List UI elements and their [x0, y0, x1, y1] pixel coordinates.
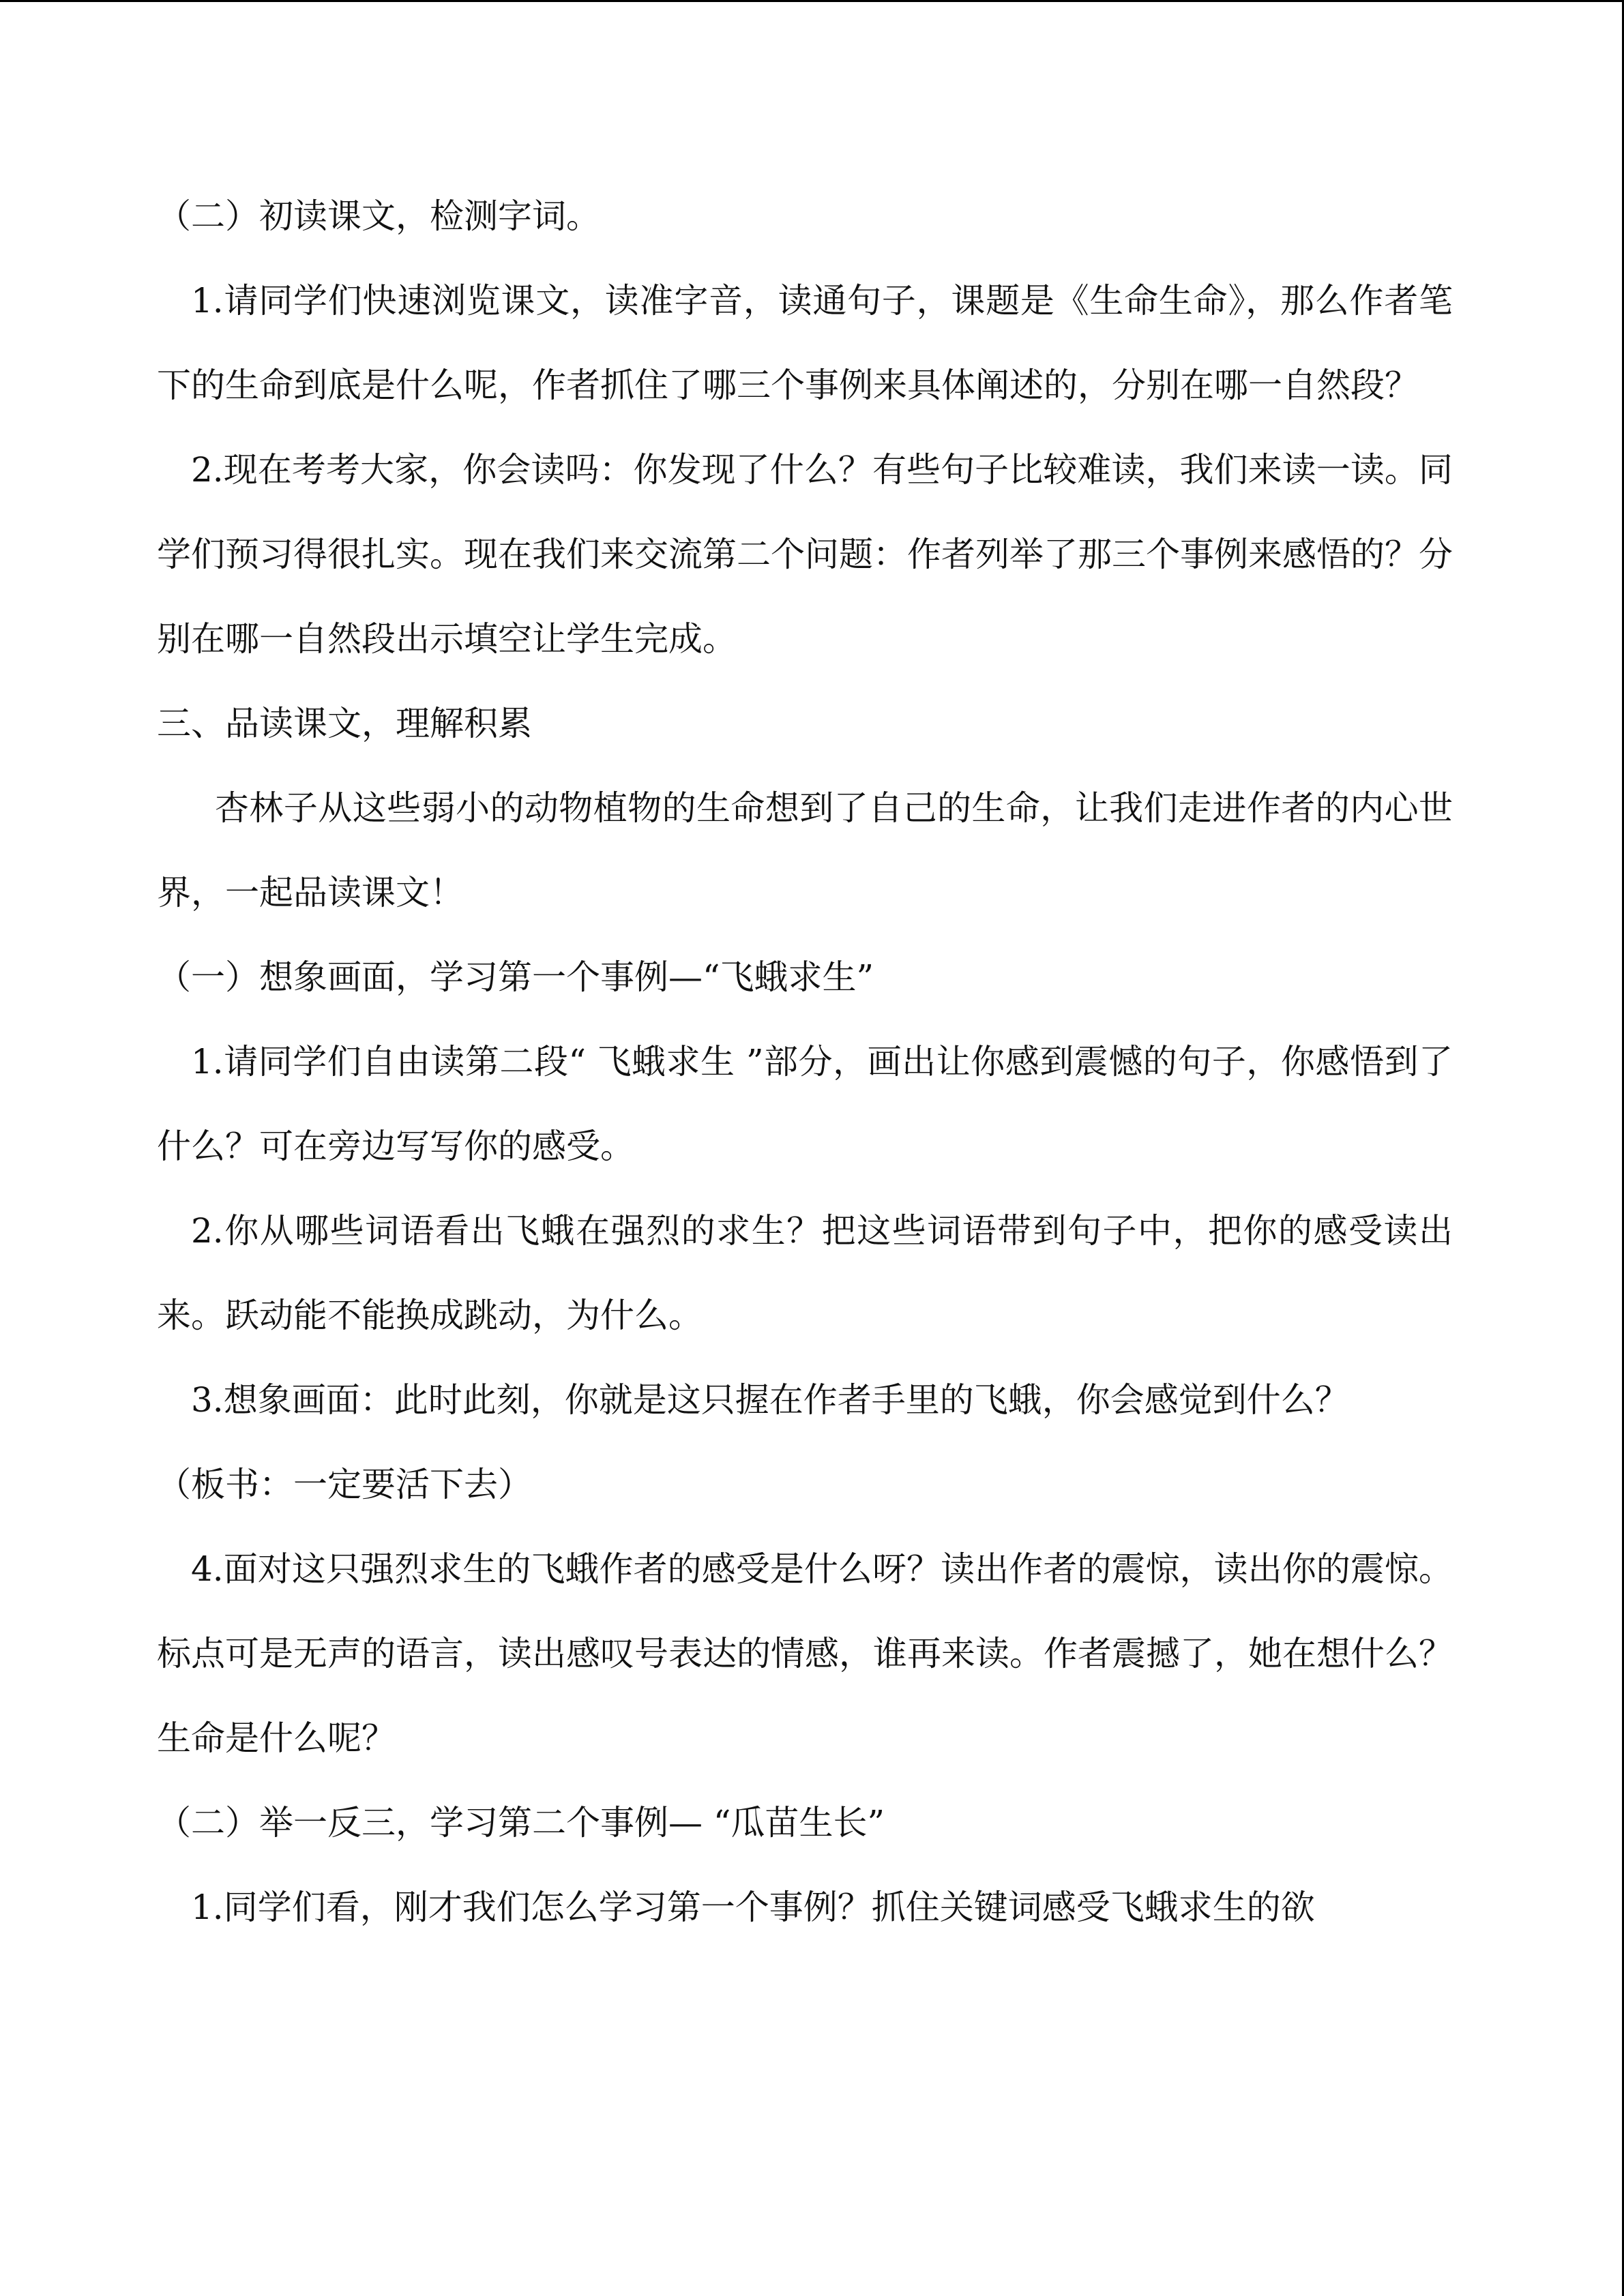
paragraph-moth-2: 2.你从哪些词语看出飞蛾在强烈的求生？把这些词语带到句子中，把你的感受读出来。跃动能不能换成跳动，为什么。	[157, 1211, 1453, 1335]
paragraph-moth-3: 3.想象画面：此时此刻，你就是这只握在作者手里的飞蛾，你会感觉到什么？	[191, 1380, 1349, 1420]
paragraph-melon-1: 1.同学们看，刚才我们怎么学习第一个事例？抓住关键词感受飞蛾求生的欲	[191, 1888, 1315, 1927]
paragraph-intro: 杏林子从这些弱小的动物植物的生命想到了自己的生命，让我们走进作者的内心世界，一起品读课文！	[157, 788, 1453, 912]
section-heading-initial-reading: （二）初读课文，检测字词。	[157, 196, 600, 236]
board-note: （板书：一定要活下去）	[157, 1465, 532, 1504]
document-body	[157, 174, 1453, 1950]
paragraph-step-1: 1.请同学们快速浏览课文，读准字音，读通句子，课题是《生命生命》，那么作者笔下的生命到底是什么呢，作者抓住了哪三个事例来具体阐述的，分别在哪一自然段？	[157, 281, 1453, 405]
paragraph-moth-1: 1.请同学们自由读第二段“ 飞蛾求生 ”部分，画出让你感到震憾的句子，你感悟到了什么？可在旁边写写你的感受。	[157, 1042, 1453, 1166]
paragraph-step-2: 2.现在考考大家，你会读吗：你发现了什么？有些句子比较难读，我们来读一读。同学们预习得很扎实。现在我们来交流第二个问题：作者列举了那三个事例来感悟的？分别在哪一自然段出示填空让学生完成。	[157, 450, 1453, 659]
subsection-heading-moth: （一）想象画面，学习第一个事例—“飞蛾求生”	[157, 957, 874, 997]
subsection-heading-melon: （二）举一反三，学习第二个事例— “瓜苗生长”	[157, 1803, 885, 1843]
paragraph-moth-4: 4.面对这只强烈求生的飞蛾作者的感受是什么呀？读出作者的震惊，读出你的震惊。标点可是无声的语言，读出感叹号表达的情感，谁再来读。作者震撼了，她在想什么？生命是什么呢？	[157, 1549, 1453, 1758]
section-heading-close-reading: 三、品读课文，理解积累	[157, 704, 532, 743]
